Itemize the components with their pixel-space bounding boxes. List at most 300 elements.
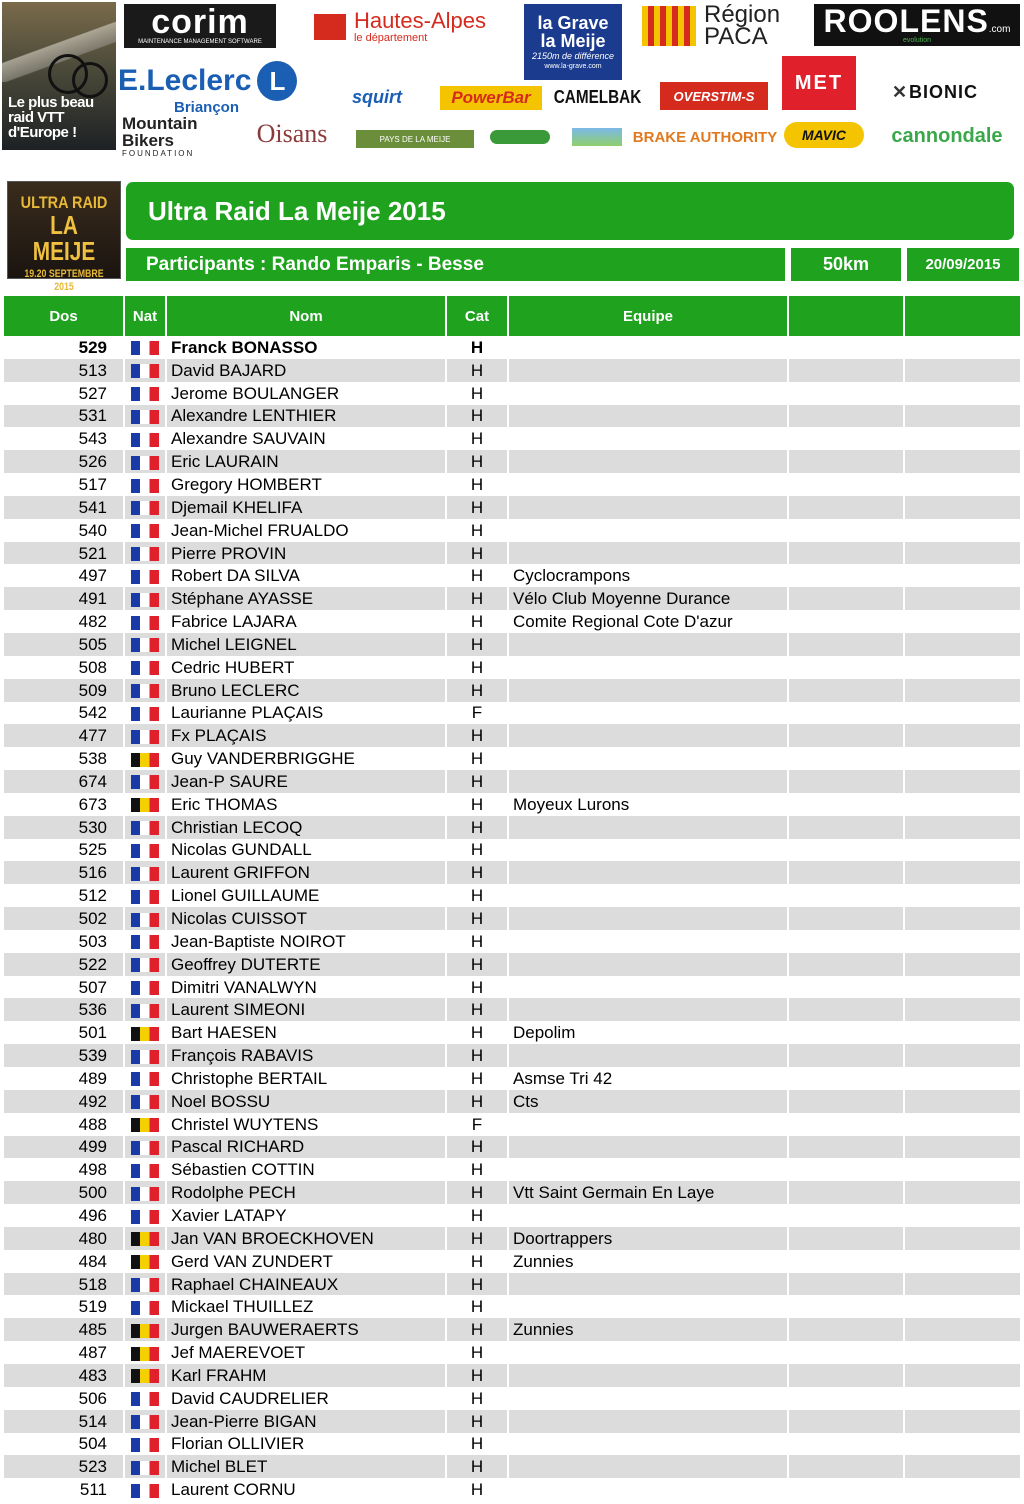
cell-nat: [124, 450, 166, 473]
flag-fr-icon: [131, 638, 159, 652]
cell-extra-1: [788, 1067, 904, 1090]
cell-nat: [124, 382, 166, 405]
cell-nat: [124, 1090, 166, 1113]
table-row: [4, 1273, 1020, 1296]
cell-nom: Alexandre LENTHIER: [166, 405, 446, 428]
cell-extra-1: [788, 610, 904, 633]
cell-nom: Dimitri VANALWYN: [166, 976, 446, 999]
cell-cat: H: [446, 1341, 508, 1364]
cell-extra-2: [904, 1318, 1020, 1341]
cell-nom: Stéphane AYASSE: [166, 587, 446, 610]
region-flag-icon: [642, 6, 696, 46]
cell-equipe: [508, 1364, 788, 1387]
cell-extra-1: [788, 1433, 904, 1456]
table-row: [4, 359, 1020, 382]
cell-extra-2: [904, 1433, 1020, 1456]
cell-cat: H: [446, 1044, 508, 1067]
table-row: [4, 1364, 1020, 1387]
table-row: [4, 1044, 1020, 1067]
cell-nom: Pascal RICHARD: [166, 1136, 446, 1159]
cell-extra-2: [904, 633, 1020, 656]
cell-dos: 541: [4, 496, 124, 519]
cell-cat: H: [446, 1387, 508, 1410]
table-row: [4, 1204, 1020, 1227]
cell-extra-1: [788, 1341, 904, 1364]
cell-nat: [124, 884, 166, 907]
flag-fr-icon: [131, 775, 159, 789]
cell-cat: H: [446, 1204, 508, 1227]
sponsor-logo-overstims: OVERSTIM-S: [660, 82, 768, 110]
cell-nat: [124, 793, 166, 816]
cell-nat: [124, 1158, 166, 1181]
cell-extra-1: [788, 839, 904, 862]
cell-dos: 503: [78, 931, 107, 951]
cell-extra-2: [904, 610, 1020, 633]
cell-nom: Jean-Baptiste NOIROT: [166, 930, 446, 953]
cell-cat: H: [446, 1410, 508, 1433]
cell-dos: 531: [4, 405, 124, 428]
event-logo: ULTRA RAID LA MEIJE 19.20 SEPTEMBRE 2015: [7, 181, 121, 279]
table-row: [4, 564, 1020, 587]
table-row: [4, 382, 1020, 405]
cell-cat: H: [446, 998, 508, 1021]
cell-extra-2: [904, 724, 1020, 747]
flag-fr-icon: [131, 570, 159, 584]
cell-dos: 511: [79, 1480, 107, 1500]
cell-extra-1: [788, 953, 904, 976]
sponsor-logo-mavic: MAVIC: [784, 122, 864, 148]
col-extra-2: [904, 296, 1020, 336]
cell-nom: Alexandre SAUVAIN: [166, 427, 446, 450]
cell-dos: 674: [4, 770, 124, 793]
cell-dos: 499: [4, 1136, 124, 1159]
table-row: [4, 907, 1020, 930]
flag-fr-icon: [131, 1461, 159, 1475]
cell-cat: H: [446, 610, 508, 633]
flag-fr-icon: [131, 1187, 159, 1201]
sponsor-logo-pays-meije: PAYS DE LA MEIJE: [356, 130, 474, 148]
flag-fr-icon: [131, 844, 159, 858]
cell-equipe: [508, 633, 788, 656]
cell-extra-2: [904, 1136, 1020, 1159]
cell-nat: [124, 976, 166, 999]
cell-nom: Gerd VAN ZUNDERT: [166, 1250, 446, 1273]
cell-nom: Laurent CORNU: [166, 1478, 446, 1501]
cell-nom: Rodolphe PECH: [166, 1181, 446, 1204]
cell-nat: [124, 1364, 166, 1387]
cell-dos: 673: [78, 794, 107, 814]
cell-dos: 536: [4, 998, 124, 1021]
cell-extra-2: [904, 1181, 1020, 1204]
cell-nom: Laurent SIMEONI: [166, 998, 446, 1021]
cell-extra-1: [788, 450, 904, 473]
cell-nom: Karl FRAHM: [166, 1364, 446, 1387]
table-row: [4, 816, 1020, 839]
sponsor-logo-squirt: squirt: [351, 86, 402, 107]
cell-extra-1: [788, 473, 904, 496]
cell-nat: [124, 930, 166, 953]
cell-extra-2: [904, 702, 1020, 725]
cell-cat: H: [446, 976, 508, 999]
flag-be-icon: [131, 1027, 159, 1041]
cell-cat: H: [446, 336, 508, 359]
cell-equipe: Cyclocrampons: [508, 564, 788, 587]
table-row: [4, 427, 1020, 450]
cell-nat: [124, 1295, 166, 1318]
cell-extra-1: [788, 884, 904, 907]
cell-nat: [124, 1341, 166, 1364]
cell-nat: [124, 587, 166, 610]
cell-extra-1: [788, 1273, 904, 1296]
cell-cat: H: [446, 1067, 508, 1090]
cell-cat: H: [446, 1295, 508, 1318]
table-row: [4, 587, 1020, 610]
cell-cat: H: [446, 747, 508, 770]
table-row: [4, 1158, 1020, 1181]
cell-nom: Jan VAN BROECKHOVEN: [166, 1227, 446, 1250]
sponsor-logo-brake-authority: BRAKE AUTHORITY: [632, 128, 778, 146]
flag-fr-icon: [131, 1301, 159, 1315]
cell-extra-2: [904, 1113, 1020, 1136]
cell-equipe: [508, 679, 788, 702]
cell-extra-2: [904, 382, 1020, 405]
cell-dos: 485: [4, 1318, 124, 1341]
cell-extra-2: [904, 564, 1020, 587]
sponsor-logo-leclerc: E.Leclerc L Briançon: [118, 60, 328, 116]
cell-nom: Jean-P SAURE: [166, 770, 446, 793]
cell-dos: 525: [78, 840, 107, 860]
cell-nat: [124, 1250, 166, 1273]
cell-dos: 500: [4, 1181, 124, 1204]
cell-nom: Jean-Pierre BIGAN: [166, 1410, 446, 1433]
cell-dos: 482: [78, 612, 107, 632]
cell-extra-2: [904, 450, 1020, 473]
cell-nat: [124, 1455, 166, 1478]
sponsor-logo-mountain-bikers: Mountain Bikers FOUNDATION: [122, 113, 198, 158]
cell-nat: [124, 1478, 166, 1501]
flag-fr-icon: [131, 1141, 159, 1155]
cell-cat: H: [446, 359, 508, 382]
flag-fr-icon: [131, 410, 159, 424]
cell-nat: [124, 1204, 166, 1227]
cell-extra-1: [788, 633, 904, 656]
cell-nom: Raphael CHAINEAUX: [166, 1273, 446, 1296]
cell-dos: 505: [4, 633, 124, 656]
sponsor-logo-oisans: Oisans: [256, 119, 328, 148]
cell-equipe: [508, 839, 788, 862]
cell-extra-1: [788, 1204, 904, 1227]
cell-nat: [124, 702, 166, 725]
cell-equipe: [508, 519, 788, 542]
cell-extra-1: [788, 519, 904, 542]
cell-nat: [124, 633, 166, 656]
cell-extra-2: [904, 1090, 1020, 1113]
cell-equipe: [508, 747, 788, 770]
cell-extra-2: [904, 1227, 1020, 1250]
sponsor-logo-bionic: ✕ BIONIC: [891, 81, 979, 102]
cell-equipe: [508, 1273, 788, 1296]
cell-extra-2: [904, 930, 1020, 953]
cell-cat: H: [446, 930, 508, 953]
cell-extra-1: [788, 427, 904, 450]
cell-extra-2: [904, 1387, 1020, 1410]
flag-be-icon: [131, 798, 159, 812]
table-row: [4, 610, 1020, 633]
cell-nat: [124, 907, 166, 930]
cell-extra-1: [788, 724, 904, 747]
cell-extra-2: [904, 679, 1020, 702]
cell-nom: Jef MAEREVOET: [166, 1341, 446, 1364]
cell-extra-1: [788, 1136, 904, 1159]
cell-equipe: [508, 1455, 788, 1478]
cell-nom: Laurent GRIFFON: [166, 861, 446, 884]
village-icon: [572, 128, 622, 146]
cell-cat: H: [446, 1318, 508, 1341]
cell-cat: H: [446, 450, 508, 473]
cell-nom: Djemail KHELIFA: [166, 496, 446, 519]
flag-be-icon: [131, 1347, 159, 1361]
cell-extra-1: [788, 907, 904, 930]
cell-extra-2: [904, 1478, 1020, 1501]
cell-extra-1: [788, 1250, 904, 1273]
cell-equipe: [508, 976, 788, 999]
table-row: [4, 1341, 1020, 1364]
cell-nat: [124, 998, 166, 1021]
cell-dos: 487: [78, 1343, 107, 1363]
cell-extra-2: [904, 1067, 1020, 1090]
cell-dos: 530: [4, 816, 124, 839]
cell-extra-2: [904, 1273, 1020, 1296]
flag-fr-icon: [131, 958, 159, 972]
cell-extra-2: [904, 1364, 1020, 1387]
cell-nom: Geoffrey DUTERTE: [166, 953, 446, 976]
table-row: [4, 656, 1020, 679]
cell-equipe: [508, 473, 788, 496]
cell-nom: Eric LAURAIN: [166, 450, 446, 473]
table-header-row: [4, 296, 1020, 336]
cell-equipe: [508, 405, 788, 428]
cell-nom: Laurianne PLAÇAIS: [166, 702, 446, 725]
table-row: [4, 1318, 1020, 1341]
cell-dos: 502: [4, 907, 124, 930]
cell-dos: 497: [78, 566, 107, 586]
table-row: [4, 1181, 1020, 1204]
cell-cat: H: [446, 1090, 508, 1113]
cell-extra-1: [788, 747, 904, 770]
flag-fr-icon: [131, 1415, 159, 1429]
cell-equipe: Vtt Saint Germain En Laye: [508, 1181, 788, 1204]
col-dos: Dos: [4, 296, 124, 336]
cell-extra-2: [904, 519, 1020, 542]
flag-fr-icon: [131, 1392, 159, 1406]
cell-cat: F: [446, 1113, 508, 1136]
flag-fr-icon: [131, 593, 159, 607]
cell-equipe: Cts: [508, 1090, 788, 1113]
cell-extra-2: [904, 747, 1020, 770]
cell-extra-2: [904, 1410, 1020, 1433]
cell-equipe: [508, 656, 788, 679]
flag-fr-icon: [131, 616, 159, 630]
table-row: [4, 1295, 1020, 1318]
cell-nat: [124, 1181, 166, 1204]
cell-extra-2: [904, 1455, 1020, 1478]
table-row: [4, 336, 1020, 359]
cell-extra-1: [788, 1410, 904, 1433]
cell-dos: 513: [4, 359, 124, 382]
cell-extra-1: [788, 656, 904, 679]
cell-equipe: [508, 1433, 788, 1456]
cell-cat: H: [446, 1250, 508, 1273]
cell-nat: [124, 839, 166, 862]
cell-nom: Lionel GUILLAUME: [166, 884, 446, 907]
flag-be-icon: [131, 1255, 159, 1269]
cell-nom: Fabrice LAJARA: [166, 610, 446, 633]
cell-dos: 517: [78, 474, 107, 494]
cell-extra-1: [788, 1478, 904, 1501]
flag-fr-icon: [131, 479, 159, 493]
cell-equipe: [508, 427, 788, 450]
cell-extra-2: [904, 1341, 1020, 1364]
cell-nom: François RABAVIS: [166, 1044, 446, 1067]
cell-nat: [124, 1227, 166, 1250]
leaf-icon: [490, 130, 550, 144]
cell-extra-2: [904, 861, 1020, 884]
cell-equipe: Comite Regional Cote D'azur: [508, 610, 788, 633]
cell-nom: Jurgen BAUWERAERTS: [166, 1318, 446, 1341]
cell-dos: 521: [4, 542, 124, 565]
table-row: [4, 679, 1020, 702]
table-row: [4, 1067, 1020, 1090]
table-row: [4, 1433, 1020, 1456]
cell-dos: 507: [78, 977, 107, 997]
cell-nat: [124, 1410, 166, 1433]
flag-fr-icon: [131, 1484, 159, 1498]
cell-nom: Bart HAESEN: [166, 1021, 446, 1044]
table-row: [4, 1136, 1020, 1159]
date-badge: 20/09/2015: [907, 248, 1019, 281]
cell-cat: H: [446, 793, 508, 816]
cell-dos: 491: [4, 587, 124, 610]
table-row: [4, 1387, 1020, 1410]
cell-nom: Robert DA SILVA: [166, 564, 446, 587]
table-row: [4, 405, 1020, 428]
cell-dos: 538: [78, 749, 107, 769]
table-row: [4, 861, 1020, 884]
flag-fr-icon: [131, 341, 159, 355]
flag-fr-icon: [131, 913, 159, 927]
flag-fr-icon: [131, 387, 159, 401]
flag-fr-icon: [131, 981, 159, 995]
cell-dos: 496: [78, 1205, 107, 1225]
cell-equipe: [508, 861, 788, 884]
cell-cat: H: [446, 1433, 508, 1456]
flag-fr-icon: [131, 501, 159, 515]
cell-dos: 508: [78, 657, 107, 677]
cell-equipe: Doortrappers: [508, 1227, 788, 1250]
cell-equipe: [508, 724, 788, 747]
cell-extra-2: [904, 587, 1020, 610]
flag-fr-icon: [131, 867, 159, 881]
cell-dos: 488: [78, 1114, 107, 1134]
cell-nom: Bruno LECLERC: [166, 679, 446, 702]
cell-dos: 542: [78, 703, 107, 723]
cell-nom: Sébastien COTTIN: [166, 1158, 446, 1181]
cell-dos: 543: [78, 429, 107, 449]
cell-dos: 509: [4, 679, 124, 702]
cell-cat: H: [446, 1021, 508, 1044]
cell-equipe: [508, 816, 788, 839]
sponsor-logo-powerbar: PowerBar: [440, 86, 542, 110]
cell-dos: 514: [4, 1410, 124, 1433]
flag-fr-icon: [131, 1210, 159, 1224]
table-row: [4, 724, 1020, 747]
cell-nom: Michel BLET: [166, 1455, 446, 1478]
sponsor-logo-la-grave: la Grave la Meije 2150m de différence www.la-grave.com: [524, 4, 622, 80]
col-extra-1: [788, 296, 904, 336]
cell-equipe: [508, 496, 788, 519]
flag-fr-icon: [131, 707, 159, 721]
flag-fr-icon: [131, 1072, 159, 1086]
cell-extra-1: [788, 1158, 904, 1181]
cell-dos: 519: [78, 1297, 107, 1317]
table-row: [4, 1250, 1020, 1273]
table-row: [4, 1090, 1020, 1113]
cell-extra-1: [788, 587, 904, 610]
cell-nom: Cedric HUBERT: [166, 656, 446, 679]
cell-nat: [124, 1273, 166, 1296]
cell-cat: H: [446, 1455, 508, 1478]
cell-equipe: [508, 1410, 788, 1433]
cell-extra-2: [904, 427, 1020, 450]
cell-cat: H: [446, 816, 508, 839]
cell-equipe: [508, 359, 788, 382]
cell-nat: [124, 1067, 166, 1090]
table-row: [4, 542, 1020, 565]
cell-nom: David CAUDRELIER: [166, 1387, 446, 1410]
cell-extra-2: [904, 839, 1020, 862]
flag-fr-icon: [131, 1004, 159, 1018]
cell-extra-2: [904, 542, 1020, 565]
cell-equipe: [508, 1204, 788, 1227]
cell-equipe: Moyeux Lurons: [508, 793, 788, 816]
bike-wheel-icon: [72, 62, 108, 98]
page-title: Ultra Raid La Meije 2015: [126, 182, 1014, 240]
flag-be-icon: [131, 1118, 159, 1132]
cell-equipe: [508, 542, 788, 565]
cell-extra-1: [788, 1113, 904, 1136]
table-row: [4, 450, 1020, 473]
cell-cat: H: [446, 1158, 508, 1181]
table-row: [4, 519, 1020, 542]
cell-cat: H: [446, 953, 508, 976]
cell-equipe: [508, 930, 788, 953]
cell-extra-2: [904, 793, 1020, 816]
cell-extra-1: [788, 405, 904, 428]
cell-equipe: Zunnies: [508, 1250, 788, 1273]
flag-fr-icon: [131, 1164, 159, 1178]
cell-nom: Christian LECOQ: [166, 816, 446, 839]
cell-nom: Pierre PROVIN: [166, 542, 446, 565]
cell-dos: 539: [4, 1044, 124, 1067]
cell-extra-1: [788, 1364, 904, 1387]
cell-nat: [124, 405, 166, 428]
cell-nom: Noel BOSSU: [166, 1090, 446, 1113]
cell-extra-2: [904, 976, 1020, 999]
cell-cat: H: [446, 770, 508, 793]
cell-extra-2: [904, 1295, 1020, 1318]
cell-equipe: [508, 1044, 788, 1067]
table-row: [4, 747, 1020, 770]
